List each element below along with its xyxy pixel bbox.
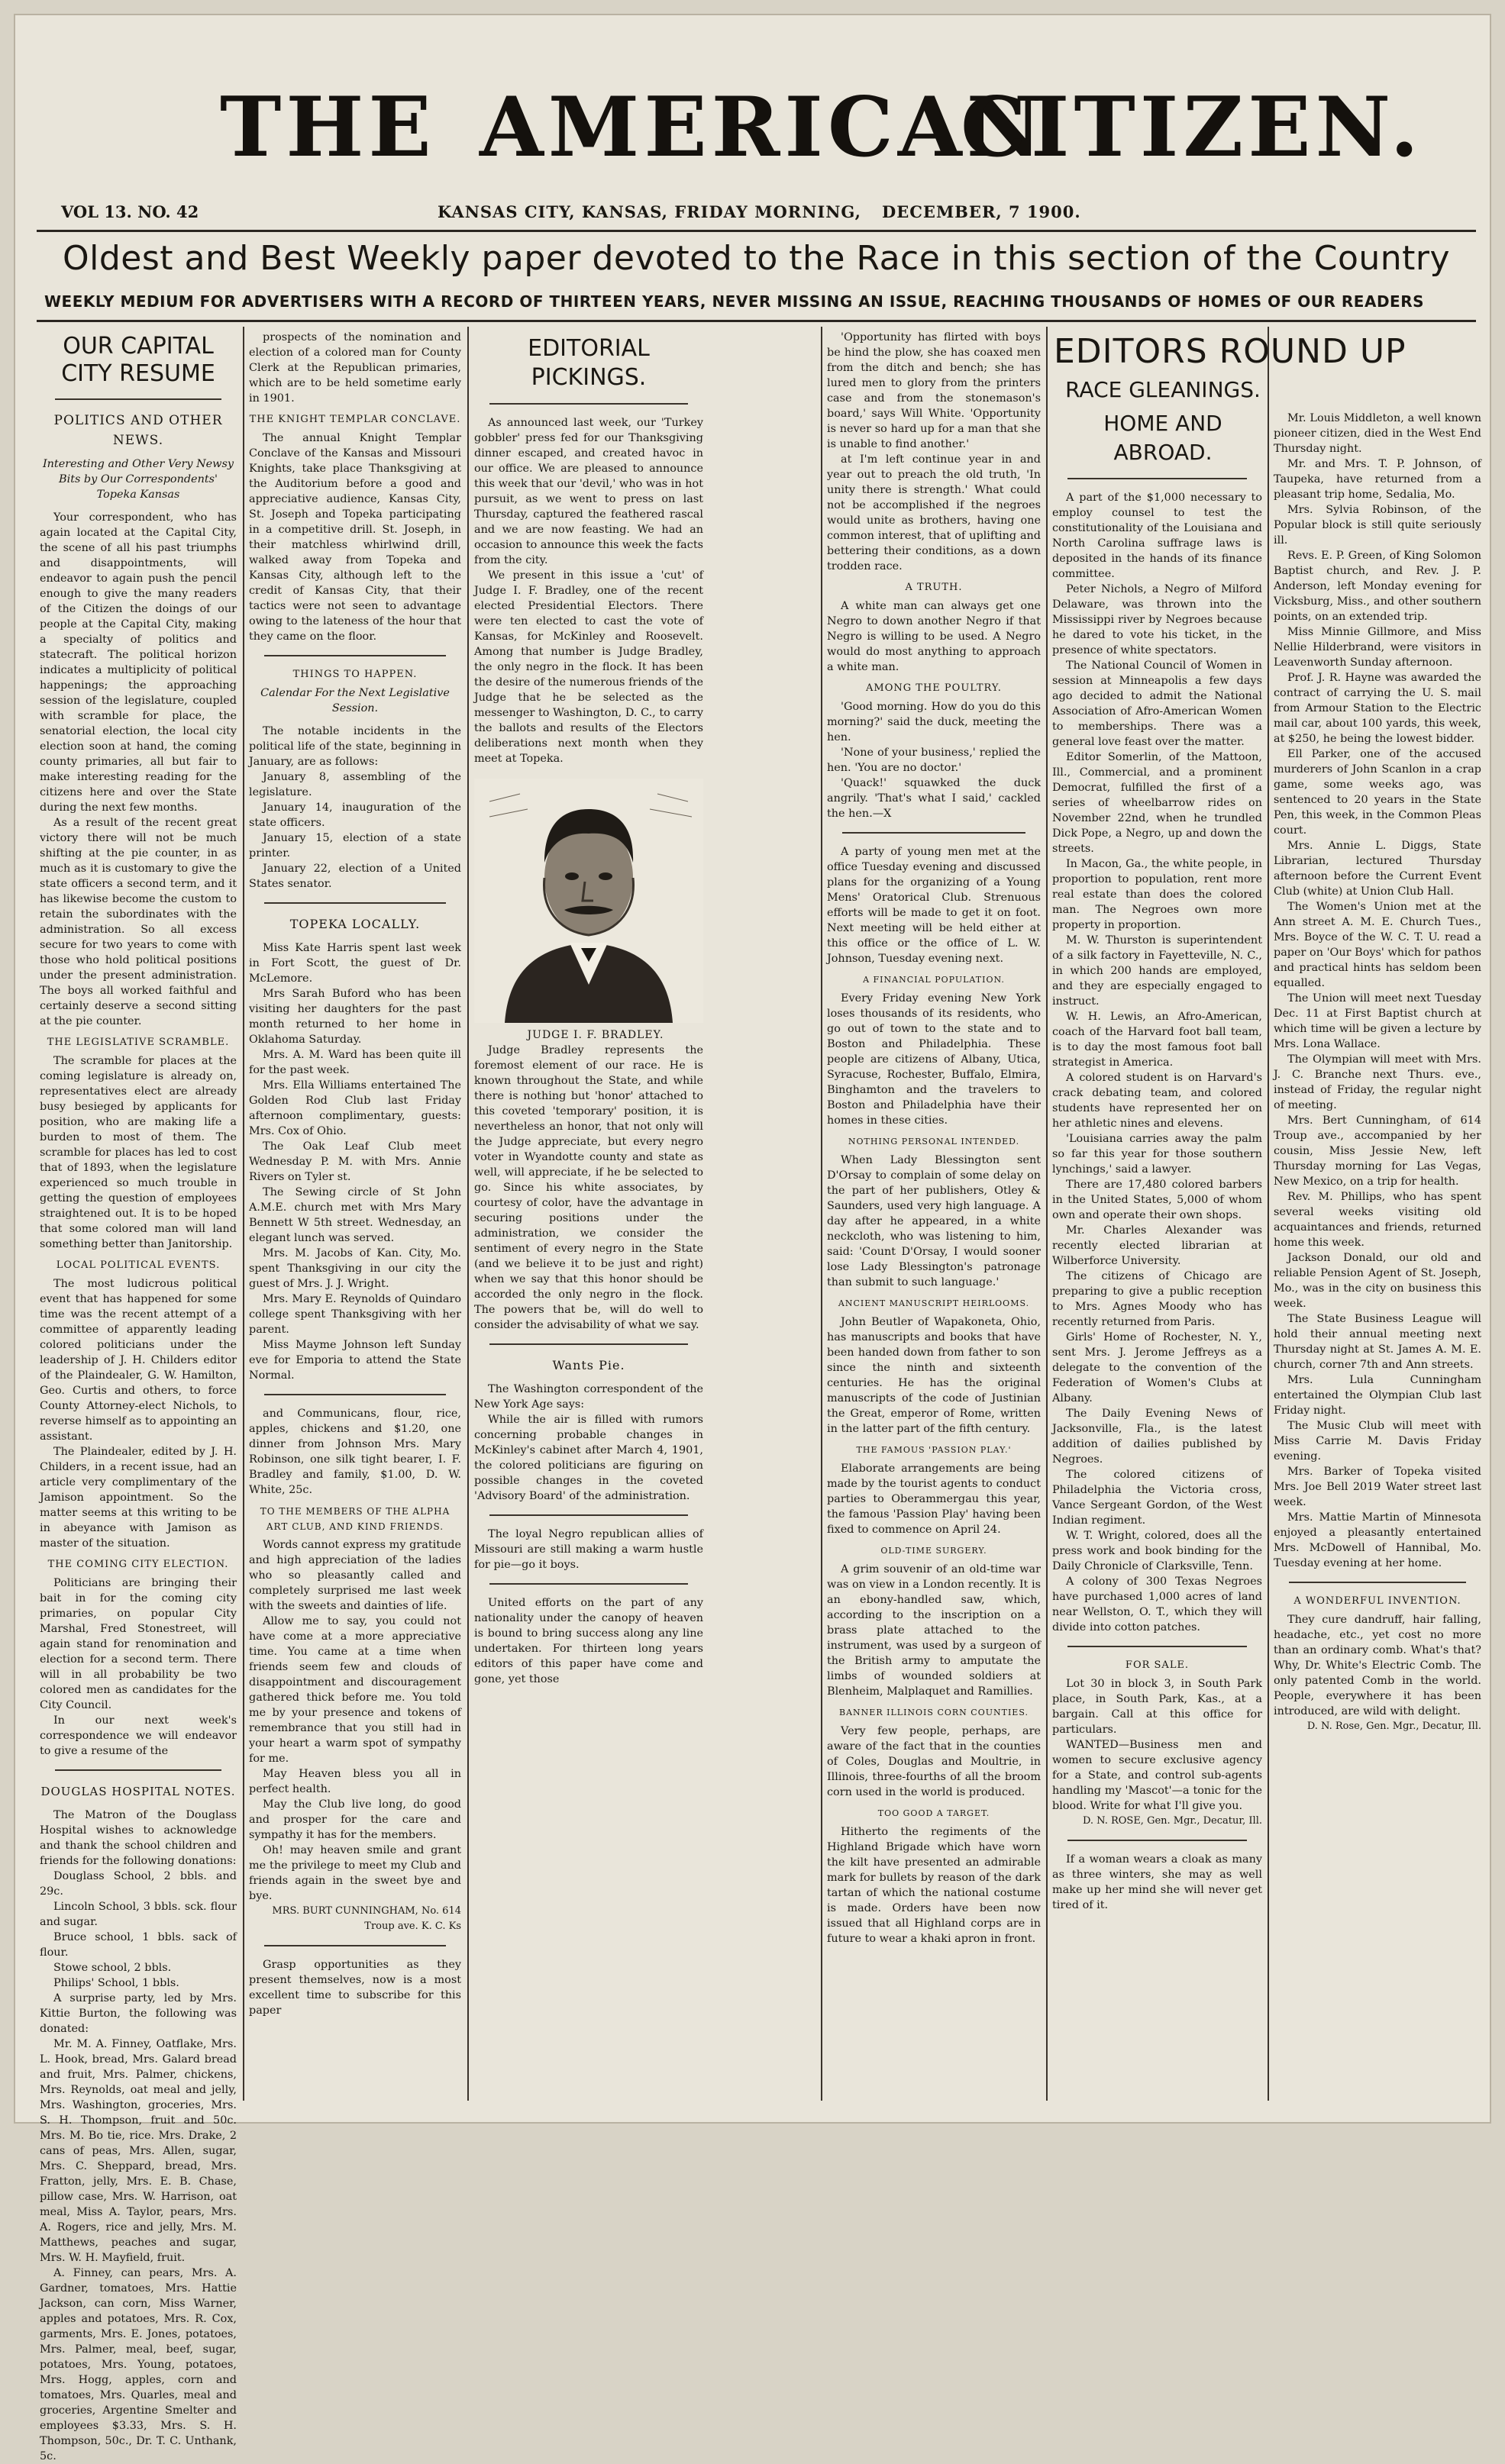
paragraph: Mrs. Mary E. Reynolds of Quindaro college spent Thanksgiving with her parent. bbox=[249, 1293, 461, 1336]
sub-tagline: WEEKLY MEDIUM FOR ADVERTISERS WITH A RECORD OF THIRTEEN YEARS, NEVER MISSING AN ISSUE, REACHING THOUSANDS OF HOMES OF OUR READERS bbox=[44, 292, 1425, 311]
paragraph: A colored student is on Harvard's crack debating team, and colored students have represented her on her athletic nines and elevens. bbox=[1052, 1072, 1262, 1130]
paragraph: We present in this issue a 'cut' of Judge I. F. Bradley, one of the recent elected Presidential Electors. There were ten elected to cast the vote of Kansas, for McKinley and Roosevelt. Among that number is Judge Bradley, the only negro in the flock. It has been the desire of the numerous friends of the Judge that he be selected as the messenger to Washington, D. C., to carry the ballots and results of the Electors deliberations next month when they meet at Topeka. bbox=[474, 569, 703, 765]
paragraph: If a woman wears a cloak as many as three winters, she may as well make up her mind she will never get tired of it. bbox=[1052, 1853, 1262, 1911]
paragraph: Miss Mayme Johnson left Sunday eve for Emporia to attend the State Normal. bbox=[249, 1339, 461, 1382]
paragraph: Mrs. M. Jacobs of Kan. City, Mo. spent Thanksgiving in our city the guest of Mrs. J. J. Wright. bbox=[249, 1247, 461, 1290]
section-heading-invention: A WONDERFUL INVENTION. bbox=[1293, 1595, 1461, 1607]
divider bbox=[1067, 1840, 1247, 1841]
masthead bbox=[174, 79, 1423, 205]
paragraph: When Lady Blessington sent D'Orsay to complain of some delay on the part of her publishers, Otley & Saunders, used very high language. A day after he appeared, in a white neckcloth, who was listening to him, said: 'Count D'Orsay, I would sooner lose Lady Blessington's patronage than submit to such language.' bbox=[827, 1154, 1041, 1288]
paragraph: United efforts on the part of any nationality under the canopy of heaven is bound to bring success along any line undertaken. For thirteen long years editors of this paper have come and gone, yet those bbox=[474, 1597, 703, 1685]
paragraph: Very few people, perhaps, are aware of the fact that in the counties of Coles, Douglas and Moultrie, in Illinois, three-fourths of all the broom corn used in the world is produced. bbox=[827, 1725, 1041, 1798]
masthead-word-american: AMERICAN bbox=[480, 79, 1047, 176]
paragraph: A grim souvenir of an old-time war was on view in a London recently. It is an ebony-handled saw, which, according to the inscription on a brass plate attached to the instrument, was used by a surgeon of the British army to amputate the limbs of wounded soldiers at Blenheim, Malplaquet and Ramillies. bbox=[827, 1563, 1041, 1698]
paragraph: The Music Club will meet with Miss Carrie M. Davis Friday evening. bbox=[1274, 1420, 1481, 1463]
section-heading-topeka: TOPEKA LOCALLY. bbox=[289, 917, 421, 931]
paragraph: In Macon, Ga., the white people, in proportion to population, rent more real estate than does the colored man. The Negroes own more property in proportion. bbox=[1052, 858, 1262, 931]
section-heading: THINGS TO HAPPEN. bbox=[292, 669, 418, 680]
paragraph: Mrs. A. M. Ward has been quite ill for the past week. bbox=[249, 1049, 461, 1076]
list-item: Stowe school, 2 bbls. bbox=[53, 1962, 172, 1974]
paragraph: and Communicans, flour, rice, apples, chickens and $1.20, one dinner from Johnson Mrs. Mary Robinson, one silk tight bearer, I. F. Bradley and family, $1.00, D. W. White, 25c. bbox=[249, 1408, 461, 1496]
paragraph: Mrs. Lula Cunningham entertained the Olympian Club last Friday night. bbox=[1274, 1374, 1481, 1417]
paragraph: January 15, election of a state printer. bbox=[249, 832, 461, 859]
paragraph: The Plaindealer, edited by J. H. Childers, in a recent issue, had an article very complimentary of the Jamison appointment. So the matter seems at this writing to be in abeyance with Jamison as master of the situation. bbox=[40, 1446, 237, 1550]
section-heading: THE LEGISLATIVE SCRAMBLE. bbox=[47, 1037, 230, 1048]
paragraph: May the Club live long, do good and prosper for the care and sympathy it has for the members. bbox=[249, 1798, 461, 1841]
paragraph: Judge Bradley represents the foremost element of our race. He is known throughout the State, and while there is nothing but 'honor' attached to this coveted 'temporary' position, it is nevertheless an honor, that not only will the Judge appreciate, but every negro voter in Wyandotte county and state as well, will appreciate, if he be selected to go. Since his white associates, by courtesy of color, have the advantage in securing positions under the administration, we consider the sentiment of every negro in the State (and we believe it to be just and right) when we say that this honor should be accorded the only negro in the flock. The powers that be, will do well to consider the advisability of what we say. bbox=[474, 1044, 703, 1331]
paragraph: Rev. M. Phillips, who has spent several weeks visiting old acquaintances and friends, returned home this week. bbox=[1274, 1191, 1481, 1249]
divider bbox=[1067, 478, 1247, 479]
list-item: Philips' School, 1 bbls. bbox=[53, 1977, 179, 1989]
paragraph: While the air is filled with rumors concerning probable changes in McKinley's cabinet after March 4, 1901, the colored politicians are figuring on possible changes in the coveted 'Advisory Board' of the administration. bbox=[474, 1414, 703, 1502]
paragraph: In our next week's correspondence we will endeavor to give a resume of the bbox=[40, 1714, 237, 1757]
masthead-word-citizen: CITIZEN. bbox=[961, 79, 1423, 176]
paragraph: Jackson Donald, our old and reliable Pension Agent of St. Joseph, Mo., was in the city on business this week. bbox=[1274, 1252, 1481, 1310]
divider bbox=[489, 1343, 688, 1345]
paragraph: A. Finney, can pears, Mrs. A. Gardner, tomatoes, Mrs. Hattie Jackson, can corn, Miss Warner, apples and potatoes, Mrs. R. Cox, garments, Mrs. E. Jones, potatoes, Mrs. Palmer, meal, beef, sugar, potatoes, Mrs. Young, potatoes, Mrs. Hogg, apples, corn and tomatoes, Mrs. Quarles, meal and groceries, Argentine Smelter and employees $3.33, Mrs. S. H. Thompson, 50c., Dr. T. C. Unthank, 5c. bbox=[40, 2267, 237, 2462]
paragraph: As a result of the recent great victory there will not be much shifting at the pie counter, in as much as it is customary to give the state officers a second term, and it has likewise become the custom to retain the subordinates with the administration. So all excess secure for two years to come with those who hold political positions under the present administration. The boys all worked faithful and certainly deserve a second sitting at the pie counter. bbox=[40, 817, 237, 1027]
paragraph: Mr. Louis Middleton, a well known pioneer citizen, died in the West End Thursday night. bbox=[1274, 412, 1481, 455]
paragraph: A part of the $1,000 necessary to employ counsel to test the constitutionality of the Louisiana and North Carolina suffrage laws is deposited in the hands of its finance committee. bbox=[1052, 492, 1262, 580]
section-heading-wants-pie: Wants Pie. bbox=[552, 1358, 625, 1372]
paragraph: Revs. E. P. Green, of King Solomon Baptist church, and Rev. J. P. Anderson, left Monday evening for Vicksburg, Miss., and other southern points, on an extended trip. bbox=[1274, 550, 1481, 623]
section-heading: ANCIENT MANUSCRIPT HEIRLOOMS. bbox=[838, 1298, 1030, 1308]
divider bbox=[489, 1514, 688, 1516]
paragraph: Mr. M. A. Finney, Oatflake, Mrs. L. Hook, bread, Mrs. Galard bread and fruit, Mrs. Palmer, chickens, Mrs. Reynolds, oat meal and jelly, Mrs. Washington, groceries, Mrs. S. H. Thompson, fruit and 50c. Mrs. M. Bo tie, rice. Mrs. Drake, 2 cans of peas, Mrs. Allen, sugar, Mrs. C. Sheppard, bread, Mrs. Fratton, jelly, Mrs. E. B. Chase, pillow case, Mrs. W. Harrison, oat meal, Miss A. Taylor, pears, Mrs. A. Rogers, rice and jelly, Mrs. M. Matthews, peaches and sugar, Mrs. W. H. Mayfield, fruit. bbox=[40, 2038, 237, 2264]
paragraph: 'Good morning. How do you do this morning?' said the duck, meeting the hen. bbox=[827, 701, 1041, 743]
paragraph: The scramble for places at the coming legislature is already on, representatives elect are already busy besieged by applicants for position, who are making life a burden to most of them. The scramble for places has led to cost that of 1893, when the legislature experienced so much trouble in getting the question of employees straightened out. It is to be hoped that some colored man will land something better than Janitorship. bbox=[40, 1055, 237, 1250]
dateline-place: KANSAS CITY, KANSAS, FRIDAY MORNING, bbox=[438, 202, 861, 221]
paragraph: 'Opportunity has flirted with boys be hind the plow, she has coaxed men from the ditch and bench; she has lured men to glory from the printers case and from the stonemason's board,' says Will White. 'Opportunity is never so hard up for a man that she is unable to find another.' bbox=[827, 331, 1041, 450]
signature: D. N. Rose, Gen. Mgr., Decatur, Ill. bbox=[1306, 1721, 1481, 1732]
divider bbox=[489, 403, 688, 405]
paragraph: January 14, inauguration of the state officers. bbox=[249, 801, 461, 829]
paragraph: The annual Knight Templar Conclave of the Kansas and Missouri Knights, take place Thanksgiving at the Auditorium before a good and appreciative audience, Kansas City, St. Joseph and Topeka participating in a competitive drill. St. Joseph, in their matchless whirlwind drill, walked away from Topeka and Kansas City, although left to the credit of Kansas City, that their tactics were not seen to advantage owing to the lateness of the hour that they came on the floor. bbox=[249, 432, 461, 643]
divider bbox=[264, 1945, 446, 1946]
tagline: Oldest and Best Weekly paper devoted to the Race in this section of the Country bbox=[62, 239, 1451, 278]
column-rule bbox=[1046, 327, 1048, 2101]
paragraph: 'Louisiana carries away the palm so far this year for those southern lynchings,' said a lawyer. bbox=[1052, 1133, 1262, 1176]
paragraph: As announced last week, our 'Turkey gobbler' press fed for our Thanksgiving dinner escaped, and created havoc in our office. We are pleased to announce this week that our 'devil,' who was in hot pursuit, as we went to press on last Thursday, captured the feathered rascal and we are now feasting. We had an occasion to announce this week the facts from the city. bbox=[474, 417, 703, 566]
section-heading-for-sale: FOR SALE. bbox=[1125, 1659, 1190, 1671]
paragraph: Mrs. Barker of Topeka visited Mrs. Joe Bell 2019 Water street last week. bbox=[1274, 1466, 1481, 1508]
paragraph: Hitherto the regiments of the Highland Brigade which have worn the kilt have presented an admirable mark for bullets by reason of the dark tartan of which the national costume is made. Orders have been now issued that all Highland corps are in future to wear a khaki apron in front. bbox=[827, 1826, 1041, 1945]
paragraph: The Union will meet next Tuesday Dec. 11 at First Baptist church at which time will be given a lecture by Mrs. Lona Wallace. bbox=[1274, 992, 1481, 1050]
section-heading: A FINANCIAL POPULATION. bbox=[863, 975, 1005, 985]
paragraph: prospects of the nomination and election of a colored man for County Clerk at the Republican primaries, which are to be held sometime early in 1901. bbox=[249, 331, 461, 405]
divider bbox=[264, 902, 446, 904]
paragraph: The loyal Negro republican allies of Missouri are still making a warm hustle for pie—go it boys. bbox=[474, 1528, 703, 1571]
paragraph: Elaborate arrangements are being made by the tourist agents to conduct parties to Oberammergau this year, the famous 'Passion Play' having been fixed to commence on April 24. bbox=[827, 1463, 1041, 1536]
paragraph: Grasp opportunities as they present themselves, now is a most excellent time to subscribe for this paper bbox=[249, 1959, 461, 2017]
deck: Calendar For the Next Legislative Session. bbox=[260, 687, 450, 714]
headline-capital-city: OUR CAPITAL CITY RESUME bbox=[61, 333, 215, 387]
volume-number: VOL 13. NO. 42 bbox=[61, 202, 199, 221]
newspaper-page bbox=[14, 14, 1491, 2462]
paragraph: Miss Kate Harris spent last week in Fort Scott, the guest of Dr. McLemore. bbox=[249, 942, 461, 985]
list-item: Bruce school, 1 bbls. sack of flour. bbox=[40, 1931, 237, 1959]
paragraph: The Daily Evening News of Jacksonville, Fla., is the latest addition of dailies published by Negroes. bbox=[1052, 1408, 1262, 1466]
section-heading: NOTHING PERSONAL INTENDED. bbox=[848, 1137, 1020, 1147]
paragraph: Oh! may heaven smile and grant me the privilege to meet my Club and friends again in the sweet bye and bye. bbox=[249, 1844, 461, 1902]
paragraph: at I'm left continue year in and year out to preach the old truth, 'In unity there is strength.' What could not be accomplished if the negroes would unite as brothers, having one common interest, that of uplifting and bettering their conditions, as a down trodden race. bbox=[827, 453, 1041, 572]
section-heading: THE COMING CITY ELECTION. bbox=[47, 1559, 229, 1570]
masthead-word-the: THE bbox=[220, 79, 436, 176]
subhead-politics: POLITICS AND OTHER NEWS. bbox=[53, 413, 223, 448]
subhead-home-abroad: HOME AND ABROAD. bbox=[1103, 411, 1222, 465]
divider bbox=[55, 398, 221, 400]
dateline-date: DECEMBER, 7 1900. bbox=[882, 202, 1081, 221]
paragraph: January 22, election of a United States senator. bbox=[249, 863, 461, 890]
column-3 bbox=[474, 330, 703, 2102]
paragraph: W. T. Wright, colored, does all the press work and book binding for the Daily Chronicle of Clarksville, Tenn. bbox=[1052, 1530, 1262, 1572]
column-4 bbox=[827, 330, 1041, 2102]
divider bbox=[264, 1394, 446, 1395]
column-6 bbox=[1274, 411, 1481, 2102]
paragraph: Mrs Sarah Buford who has been visiting her daughters for the past month returned to her home in Oklahoma Saturday. bbox=[249, 988, 461, 1046]
paragraph: Words cannot express my gratitude and high appreciation of the ladies who so pleasantly called and completely surprised me last week with the sweets and dainties of life. bbox=[249, 1539, 461, 1612]
paragraph: Peter Nichols, a Negro of Milford Delaware, was thrown into the Mississippi river by Negroes because he dared to vote his ticket, in the presence of white spectators. bbox=[1052, 583, 1262, 656]
portrait-engraving bbox=[474, 779, 703, 1023]
header-bottom-rule bbox=[37, 320, 1476, 322]
list-item: Douglass School, 2 bbls. and 29c. bbox=[40, 1870, 237, 1898]
paragraph: Mrs. Ella Williams entertained The Golden Rod Club last Friday afternoon complimentary, guests: Mrs. Cox of Ohio. bbox=[249, 1079, 461, 1137]
paragraph: The Matron of the Douglass Hospital wishes to acknowledge and thank the school children and friends for the following donations: bbox=[40, 1809, 237, 1867]
divider bbox=[1067, 1646, 1247, 1647]
signature: D. N. ROSE, Gen. Mgr., Decatur, Ill. bbox=[1082, 1815, 1262, 1827]
paragraph: The Washington correspondent of the New York Age says: bbox=[474, 1383, 703, 1411]
section-heading: THE FAMOUS 'PASSION PLAY.' bbox=[856, 1445, 1012, 1455]
paragraph: The citizens of Chicago are preparing to give a public reception to Mrs. Agnes Moody who has recently returned from Paris. bbox=[1052, 1270, 1262, 1328]
paragraph: Allow me to say, you could not have come at a more appreciative time. You came at a time when friends seem few and clouds of disappointment and discouragement gathered thick before me. You told me by your presence and tokens of remembrance that you still had in your heart a warm spot of sympathy for me. bbox=[249, 1615, 461, 1765]
section-heading: TOO GOOD A TARGET. bbox=[877, 1808, 990, 1818]
paragraph: Ell Parker, one of the accused murderers of John Scanlon in a crap game, some weeks ago, was sentenced to 20 years in the State Pen, this week, in the Common Pleas court. bbox=[1274, 748, 1481, 837]
paragraph: A white man can always get one Negro to down another Negro if that Negro is willing to be used. A Negro would do most anything to approach a white man. bbox=[827, 600, 1041, 673]
divider bbox=[1289, 1582, 1466, 1583]
column-rule bbox=[1268, 327, 1269, 2101]
headline-editorial: EDITORIAL PICKINGS. bbox=[528, 335, 650, 391]
paragraph: 'Quack!' squawked the duck angrily. 'That's what I said,' cackled the hen.—X bbox=[827, 777, 1041, 820]
divider bbox=[842, 832, 1025, 834]
paragraph: A colony of 300 Texas Negroes have purchased 1,000 acres of land near Wellston, O. T., which they will divide into cotton patches. bbox=[1052, 1575, 1262, 1634]
portrait-caption: JUDGE I. F. BRADLEY. bbox=[527, 1029, 664, 1041]
paragraph: Lot 30 in block 3, in South Park place, in South Park, Kas., at a bargain. Call at this office for particulars. bbox=[1052, 1678, 1262, 1736]
paragraph: Mr. and Mrs. T. P. Johnson, of Taupeka, have returned from a pleasant trip home, Sedalia, Mo. bbox=[1274, 458, 1481, 501]
paragraph: The Sewing circle of St John A.M.E. church met with Mrs Mary Bennett W 5th street. Wednesday, an elegant lunch was served. bbox=[249, 1186, 461, 1244]
paragraph: John Beutler of Wapakoneta, Ohio, has manuscripts and books that have been handed down from father to son since the ninth and sixteenth centuries. He has the original manuscripts of the code of Justinian the Great, emperor of Rome, written in the latter part of the fifth century. bbox=[827, 1316, 1041, 1435]
subhead-race-gleanings: RACE GLEANINGS. bbox=[1065, 377, 1261, 402]
signature: MRS. BURT CUNNINGHAM, No. 614 Troup ave. K. C. Ks bbox=[272, 1905, 461, 1932]
portrait-judge-bradley bbox=[474, 779, 703, 1023]
paragraph: 'None of your business,' replied the hen. 'You are no doctor.' bbox=[827, 747, 1041, 774]
list-item: Lincoln School, 3 bbls. sck. flour and sugar. bbox=[40, 1901, 237, 1928]
paragraph: Editor Somerlin, of the Mattoon, Ill., Commercial, and a prominent Democrat, fulfilled the first of a series of wheelbarrow rides on November 22nd, when he trundled Dick Pope, a Negro, up and down the streets. bbox=[1052, 751, 1262, 855]
paragraph: The National Council of Women in session at Minneapolis a few days ago decided to admit the National Association of Afro-American Women to memberships. There was a general love feast over the matter. bbox=[1052, 660, 1262, 748]
section-heading: LOCAL POLITICAL EVENTS. bbox=[56, 1259, 221, 1271]
section-heading: OLD-TIME SURGERY. bbox=[880, 1546, 987, 1556]
paragraph: There are 17,480 colored barbers in the United States, 5,000 of whom own and operate their own shops. bbox=[1052, 1179, 1262, 1221]
column-rule bbox=[467, 327, 469, 2101]
paragraph: Mrs. Annie L. Diggs, State Librarian, lectured Thursday afternoon before the Current Event Club (white) at Union Club Hall. bbox=[1274, 840, 1481, 898]
paragraph: Mrs. Sylvia Robinson, of the Popular block is still quite seriously ill. bbox=[1274, 504, 1481, 547]
paragraph: The Oak Leaf Club meet Wednesday P. M. with Mrs. Annie Rivers on Tyler st. bbox=[249, 1140, 461, 1183]
masthead-rule bbox=[37, 230, 1476, 232]
paragraph: Mrs. Mattie Martin of Minnesota enjoyed a pleasantly entertained Mrs. McDowell of Hannibal, Mo. Tuesday evening at her home. bbox=[1274, 1511, 1481, 1569]
section-heading: BANNER ILLINOIS CORN COUNTIES. bbox=[839, 1708, 1029, 1717]
column-rule bbox=[243, 327, 244, 2101]
paragraph: The colored citizens of Philadelphia the Victoria cross, Vance Sergeant Gordon, of the West Indian regiment. bbox=[1052, 1469, 1262, 1527]
column-1 bbox=[40, 330, 237, 2462]
paragraph: Every Friday evening New York loses thousands of its residents, who go out of town to the state and to Boston and Philadelphia. These people are citizens of Albany, Utica, Syracuse, Rochester, Buffalo, Elmira, Binghamton and the travelers to Boston and Philadelphia have their homes in these cities. bbox=[827, 992, 1041, 1127]
paragraph: The Women's Union met at the Ann street A. M. E. Church Tues., Mrs. Boyce of the W. C. T. U. read a paper on 'Our Boys' which for pathos and practical hints has seldom been equalled. bbox=[1274, 901, 1481, 989]
paragraph: January 8, assembling of the legislature. bbox=[249, 771, 461, 798]
section-heading: TO THE MEMBERS OF THE ALPHA ART CLUB, AND KIND FRIENDS. bbox=[260, 1506, 451, 1532]
paragraph: They cure dandruff, hair falling, headache, etc., yet cost no more than an ordinary comb. What's that? Why, Dr. White's Electric Comb. The only patented Comb in the world. People, everywhere it has been introduced, are wild with delight. bbox=[1274, 1614, 1481, 1717]
paragraph: Girls' Home of Rochester, N. Y., sent Mrs. J. Jerome Jeffreys as a delegate to the convention of the Federation of Women's Clubs at Albany. bbox=[1052, 1331, 1262, 1405]
section-heading-hospital: DOUGLAS HOSPITAL NOTES. bbox=[40, 1785, 236, 1798]
paragraph: Prof. J. R. Hayne was awarded the contract of carrying the U. S. mail from Armour Station to the Electric mail car, about 100 yards, this week, at $250, he being the lowest bidder. bbox=[1274, 672, 1481, 745]
column-2 bbox=[249, 330, 461, 2102]
deck: Interesting and Other Very Newsy Bits by Our Correspondents' Topeka Kansas bbox=[42, 458, 234, 501]
paragraph: Mr. Charles Alexander was recently elected librarian at Wilberforce University. bbox=[1052, 1224, 1262, 1267]
paragraph: Miss Minnie Gillmore, and Miss Nellie Hilderbrand, were visitors in Leavenworth Sunday afternoon. bbox=[1274, 626, 1481, 669]
divider bbox=[55, 1769, 221, 1771]
paragraph: The Olympian will meet with Mrs. J. C. Branche next Thurs. eve., instead of Friday, the regular night of meeting. bbox=[1274, 1053, 1481, 1111]
section-heading: AMONG THE POULTRY. bbox=[866, 682, 1002, 694]
paragraph: The most ludicrous political event that has happened for some time was the recent attempt of a committee of apparently leading colored politicians under the leadership of J. H. Childers editor of the Plaindealer, G. W. Hamilton, Geo. Curtis and others, to force County Attorney-elect Nichols, to reverse himself as to appointing an assistant. bbox=[40, 1278, 237, 1443]
paragraph: W. H. Lewis, an Afro-American, coach of the Harvard foot ball team, is to day the most famous foot ball strategist in America. bbox=[1052, 1011, 1262, 1069]
section-heading: THE KNIGHT TEMPLAR CONCLAVE. bbox=[249, 414, 461, 425]
paragraph: The notable incidents in the political life of the state, beginning in January, are as follows: bbox=[249, 725, 461, 768]
section-heading: A TRUTH. bbox=[905, 582, 963, 593]
headline-editors-round-up: EDITORS ROUND UP bbox=[1054, 332, 1406, 371]
paragraph: WANTED—Business men and women to secure exclusive agency for a State, and control sub-agents handling my 'Mascot'—a tonic for the blood. Write for what I'll give you. bbox=[1052, 1739, 1262, 1812]
paragraph: A surprise party, led by Mrs. Kittie Burton, the following was donated: bbox=[40, 1992, 237, 2035]
divider bbox=[489, 1583, 688, 1585]
paragraph: The State Business League will hold their annual meeting next Thursday night at St. James A. M. E. church, corner 7th and Ann streets. bbox=[1274, 1313, 1481, 1371]
paragraph: A party of young men met at the office Tuesday evening and discussed plans for the organizing of a Young Mens' Oratorical Club. Strenuous efforts will be made to get it on foot. Next meeting will be held either at this office or the office of L. W. Johnson, Tuesday evening next. bbox=[827, 846, 1041, 965]
paragraph: Politicians are bringing their bait in for the coming city primaries, on popular City Marshal, Fred Stonestreet, will again stand for renomination and election for a second term. There will in all probability be two colored men as candidates for the City Council. bbox=[40, 1577, 237, 1711]
dateline bbox=[61, 202, 1461, 225]
divider bbox=[264, 655, 446, 656]
paragraph: M. W. Thurston is superintendent of a silk factory in Fayetteville, N. C., in which 200 hands are employed, and they are especially engaged to instruct. bbox=[1052, 934, 1262, 1008]
paragraph: Mrs. Bert Cunningham, of 614 Troup ave., accompanied by her cousin, Miss Jessie New, left Thursday morning for Las Vegas, New Mexico, on a trip for health. bbox=[1274, 1114, 1481, 1188]
paragraph: May Heaven bless you all in perfect health. bbox=[249, 1768, 461, 1795]
column-rule bbox=[821, 327, 822, 2101]
paragraph: Your correspondent, who has again located at the Capital City, the scene of all his past triumphs and disappointments, will endeavor to again push the pencil enough to give the many readers of the Citizen the doings of our people at the Capital City, making a specialty of politics and statecraft. The political horizon indicates a multiplicity of political happenings; the approaching session of the legislature, coupled with scramble for place, the senatorial election, the local city election soon at hand, the coming county primaries, all but fair to make interesting reading for the citizens here and over the State during the next few months. bbox=[40, 511, 237, 814]
